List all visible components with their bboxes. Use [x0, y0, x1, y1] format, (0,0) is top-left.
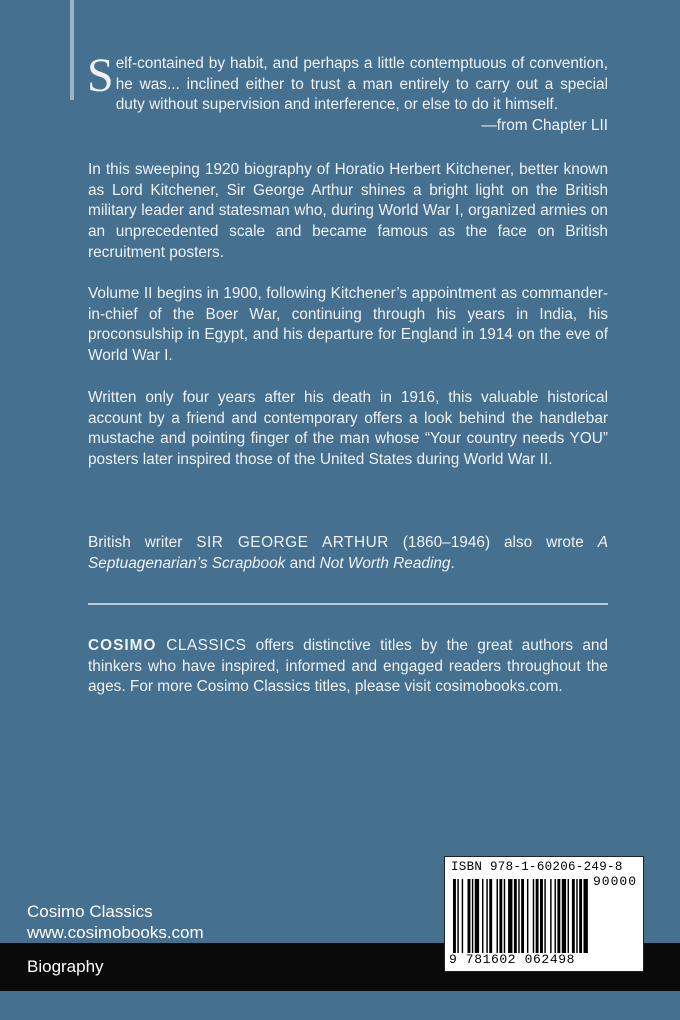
- barcode-stripe: [508, 879, 512, 953]
- barcode-box: [444, 856, 644, 972]
- barcode-stripe: [521, 879, 524, 953]
- isbn-text: ISBN 978-1-60206-249-8: [451, 860, 623, 874]
- author-name: SIR GEORGE ARTHUR: [196, 534, 389, 551]
- barcode-stripe: [497, 879, 498, 953]
- price-addon: 90000: [592, 874, 637, 889]
- barcode-stripe: [489, 879, 492, 953]
- barcode-stripe: [557, 879, 560, 953]
- publisher-info: [27, 901, 204, 943]
- bio-and: and: [285, 554, 320, 572]
- book-title-1: A Septuagenarian’s Scrapbook: [88, 534, 609, 572]
- barcode-stripe: [527, 879, 528, 953]
- barcode-stripe: [536, 879, 539, 953]
- bio-middle: (1860–1946) also wrote: [388, 534, 598, 551]
- drop-cap: S: [87, 49, 114, 102]
- brand-cosimo: COSIMO: [88, 637, 157, 654]
- barcode-stripe: [482, 879, 483, 953]
- divider: [88, 603, 608, 605]
- barcode-icon: [451, 879, 631, 953]
- publisher-blurb: [88, 636, 608, 698]
- barcode-stripe: [475, 879, 479, 953]
- description-paragraph-2: Volume II begins in 1900, following Kitchener’s appointment as commander-in-chief of the Boer War, continuing through his years in India, his proconsulship in Egypt, and his departure for England in 1914 on the eve of World War I.: [88, 285, 608, 365]
- description-paragraph-3: Written only four years after his death in 1916, this valuable historical account by a friend and contemporary offers a look behind the handlebar mustache and pointing finger of the man whose “Your country needs YOU” posters later inspired those of the United States during World War II.: [88, 389, 608, 469]
- barcode-stripe: [457, 879, 458, 953]
- barcode-stripe: [555, 879, 556, 953]
- publisher-name: Cosimo Classics: [27, 902, 153, 921]
- barcode-stripe: [514, 879, 517, 953]
- barcode-stripe: [576, 879, 577, 953]
- barcode-stripe: [584, 879, 588, 953]
- publisher-url: www.cosimobooks.com: [27, 923, 204, 942]
- quote-attribution: —from Chapter LII: [481, 117, 608, 135]
- barcode-digits: 9 781602 062498: [449, 952, 576, 967]
- barcode-stripe: [518, 879, 519, 953]
- barcode-stripe: [486, 879, 487, 953]
- description-paragraph-1: In this sweeping 1920 biography of Horatio Herbert Kitchener, better known as Lord Kitchener, Sir George Arthur shines a bright light on the British military leader and statesman who, during World War I, organized armies on an unprecedented scale and became famous as the face on British recruitment posters.: [88, 161, 608, 261]
- bio-end: .: [450, 554, 455, 572]
- barcode-stripe: [504, 879, 505, 953]
- quote-line-2: he was... inclined either to trust a man entirely to carry out a special duty without supervision and interference, or else to do it himself.: [115, 75, 608, 114]
- category-label: Biography: [27, 957, 104, 976]
- barcode-stripe: [579, 879, 582, 953]
- book-title-2: Not Worth Reading: [319, 554, 451, 572]
- pull-quote: [87, 49, 608, 137]
- blurb-text: offers distinctive titles by the great authors and thinkers who have inspired, informed and engaged readers throughout the ages. For more Cosimo Classics titles, please visit cosimobooks.com.: [88, 637, 608, 696]
- barcode-stripe: [562, 879, 566, 953]
- barcode-stripe: [544, 879, 545, 953]
- barcode-stripe: [472, 879, 473, 953]
- author-bio: [88, 533, 608, 574]
- quote-line-1: elf-contained by habit, and perhaps a little contemptuous of convention,: [115, 55, 608, 72]
- barcode-stripe: [568, 879, 569, 953]
- brand-classics: CLASSICS: [156, 637, 247, 654]
- barcode-stripe: [550, 879, 551, 953]
- barcode-stripe: [572, 879, 575, 953]
- bio-prefix: British writer: [88, 534, 197, 551]
- barcode-stripe: [462, 879, 463, 953]
- barcode-stripe: [533, 879, 534, 953]
- barcode-stripe: [468, 879, 471, 953]
- vertical-rule: [70, 0, 74, 100]
- barcode-stripe: [453, 879, 456, 953]
- barcode-stripe: [499, 879, 502, 953]
- barcode-stripe: [540, 879, 543, 953]
